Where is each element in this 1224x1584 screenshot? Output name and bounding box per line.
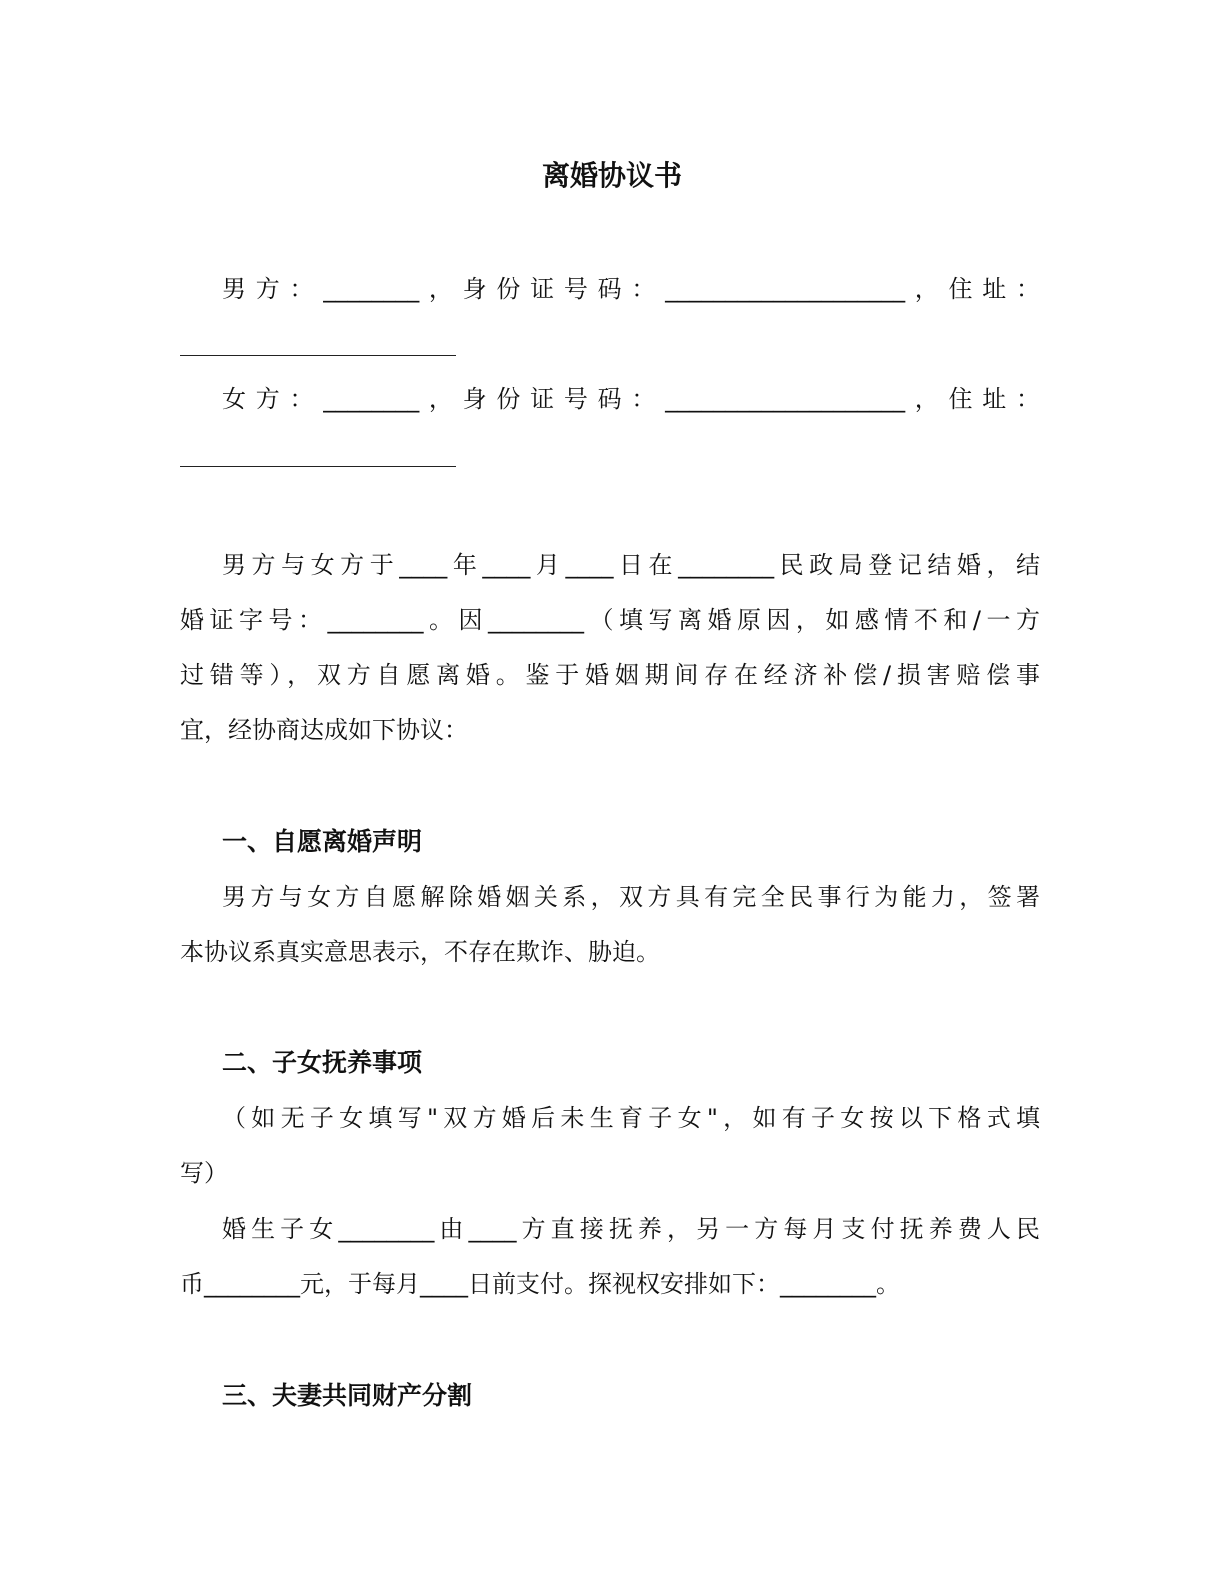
section-2-line-3: 婚生子女________由____方直接抚养，另一方每月支付抚养费人民 xyxy=(222,1215,1040,1243)
male-party-line: 男方：________，身份证号码：____________________，住址： xyxy=(222,275,1040,303)
section-3-heading: 三、夫妻共同财产分割 xyxy=(222,1381,473,1410)
section-2-line-2: 写） xyxy=(180,1159,228,1187)
section-1-line-2: 本协议系真实意思表示，不存在欺诈、胁迫。 xyxy=(180,938,660,966)
male-address-blank xyxy=(180,355,456,356)
female-party-line: 女方：________，身份证号码：____________________，住址： xyxy=(222,385,1040,413)
section-2-line-4: 币________元，于每月____日前支付。探视权安排如下：________。 xyxy=(180,1270,900,1298)
section-2-line-1: （如无子女填写"双方婚后未生育子女"，如有子女按以下格式填 xyxy=(222,1104,1040,1132)
section-1-line-1: 男方与女方自愿解除婚姻关系，双方具有完全民事行为能力，签署 xyxy=(222,883,1040,911)
section-2-heading: 二、子女抚养事项 xyxy=(222,1048,423,1077)
section-1-heading: 一、自愿离婚声明 xyxy=(222,827,423,856)
intro-line-1: 男方与女方于____年____月____日在________民政局登记结婚，结 xyxy=(222,551,1040,579)
intro-line-2: 婚证字号：________。因________（填写离婚原因，如感情不和/一方 xyxy=(180,606,1040,634)
document-title: 离婚协议书 xyxy=(541,159,682,192)
intro-line-4: 宜，经协商达成如下协议： xyxy=(180,716,468,744)
female-address-blank xyxy=(180,466,456,467)
intro-line-3: 过错等），双方自愿离婚。鉴于婚姻期间存在经济补偿/损害赔偿事 xyxy=(180,661,1040,689)
